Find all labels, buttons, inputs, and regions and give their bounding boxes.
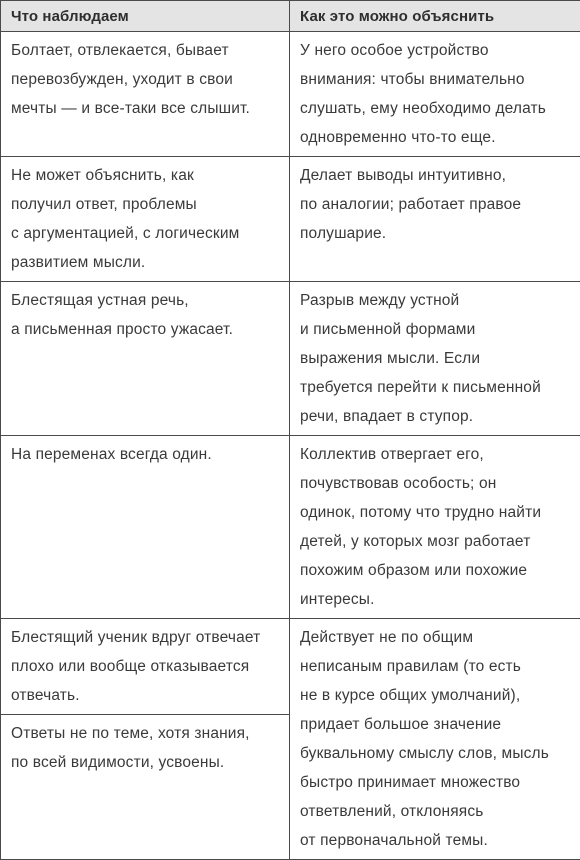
text-line: не в курсе общих умолчаний), [300, 681, 572, 710]
text-line: Блестящий ученик вдруг отвечает [11, 623, 281, 652]
observed-subcell [1, 714, 289, 781]
text-line: неписаным правилам (то есть [300, 652, 572, 681]
text-line: а письменная просто ужасает. [11, 315, 281, 344]
text-line: перевозбужден, уходит в свои [11, 65, 281, 94]
table-row [1, 619, 580, 860]
text-line: буквальному смыслу слов, мысль [300, 739, 572, 768]
table-row [1, 157, 580, 282]
header-row [1, 1, 580, 32]
observed-cell [1, 32, 290, 157]
explanation-cell [290, 619, 580, 860]
text-line: по всей видимости, усвоены. [11, 748, 281, 777]
text-line: по аналогии; работает правое [300, 190, 572, 219]
observed-cell [1, 619, 290, 860]
text-line: У него особое устройство [300, 36, 572, 65]
observed-cell [1, 282, 290, 436]
table-row [1, 282, 580, 436]
text-line: речи, впадает в ступор. [300, 402, 572, 431]
text-line: Блестящая устная речь, [11, 286, 281, 315]
text-line: одновременно что-то еще. [300, 123, 572, 152]
text-line: плохо или вообще отказывается [11, 652, 281, 681]
text-line: выражения мысли. Если [300, 344, 572, 373]
text-line: Действует не по общим [300, 623, 572, 652]
explanation-cell [290, 157, 580, 282]
text-line: Не может объяснить, как [11, 161, 281, 190]
text-line: требуется перейти к письменной [300, 373, 572, 402]
text-line: одинок, потому что трудно найти [300, 498, 572, 527]
text-line: почувствовав особость; он [300, 469, 572, 498]
text-line: детей, у которых мозг работает [300, 527, 572, 556]
text-line: Коллектив отвергает его, [300, 440, 572, 469]
text-line: Болтает, отвлекается, бывает [11, 36, 281, 65]
observed-cell [1, 436, 290, 619]
observed-subcell [1, 619, 289, 714]
text-line: Делает выводы интуитивно, [300, 161, 572, 190]
header-observed: Что наблюдаем [1, 1, 290, 32]
text-line: интересы. [300, 585, 572, 614]
text-line: внимания: чтобы внимательно [300, 65, 572, 94]
text-line: получил ответ, проблемы [11, 190, 281, 219]
header-explanation: Как это можно объяснить [290, 1, 580, 32]
explanation-cell [290, 436, 580, 619]
text-line: На переменах всегда один. [11, 440, 281, 469]
explanation-cell [290, 32, 580, 157]
table-row [1, 32, 580, 157]
text-line: и письменной формами [300, 315, 572, 344]
explanation-cell [290, 282, 580, 436]
text-line: похожим образом или похожие [300, 556, 572, 585]
text-line: ответвлений, отклоняясь [300, 797, 572, 826]
text-line: с аргументацией, с логическим [11, 219, 281, 248]
table-row [1, 436, 580, 619]
text-line: быстро принимает множество [300, 768, 572, 797]
observed-cell [1, 157, 290, 282]
text-line: развитием мысли. [11, 248, 281, 277]
text-line: полушарие. [300, 219, 572, 248]
text-line: придает большое значение [300, 710, 572, 739]
text-line: отвечать. [11, 681, 281, 710]
text-line: слушать, ему необходимо делать [300, 94, 572, 123]
text-line: от первоначальной темы. [300, 826, 572, 855]
text-line: Разрыв между устной [300, 286, 572, 315]
text-line: мечты — и все-таки все слышит. [11, 94, 281, 123]
text-line: Ответы не по теме, хотя знания, [11, 719, 281, 748]
